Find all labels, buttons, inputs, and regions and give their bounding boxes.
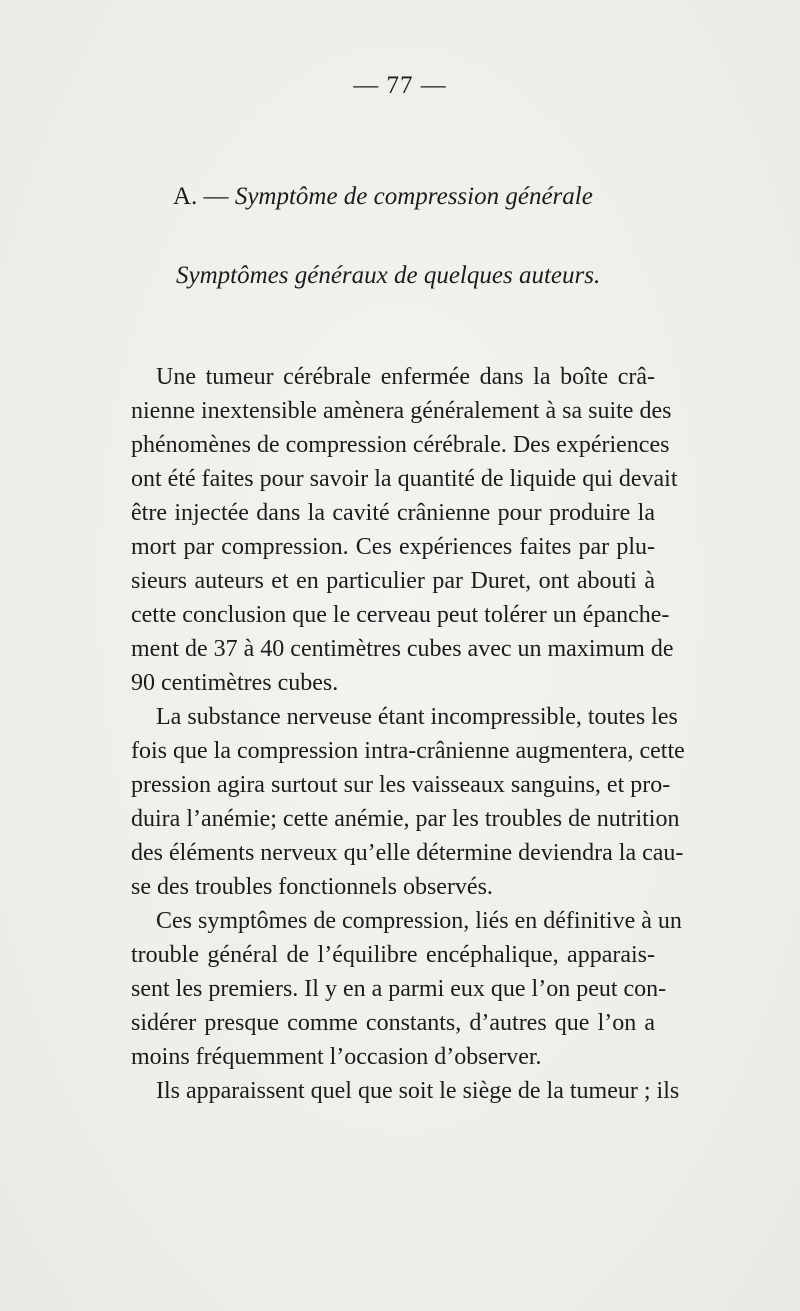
text-line: duira l’anémie; cette anémie, par les troubles de nutrition — [131, 806, 680, 832]
section-title: Symptôme de compression générale — [234, 183, 593, 210]
text-line: ment de 37 à 40 centimètres cubes avec un maximum de — [131, 636, 674, 662]
text-line: Ils apparaissent quel que soit le siège de la tumeur ; ils — [156, 1078, 680, 1104]
text-line: nienne inextensible amènera généralement à sa suite des — [131, 398, 672, 424]
section-prefix: A. — — [173, 183, 235, 210]
text-line: sieurs auteurs et en particulier par Duret, ont abouti à — [131, 568, 655, 594]
subsection-heading: Symptômes généraux de quelques auteurs. — [176, 262, 601, 289]
text-line: se des troubles fonctionnels observés. — [131, 874, 493, 900]
page-number: — 77 — — [353, 72, 447, 99]
text-line: mort par compression. Ces expériences faites par plu- — [131, 534, 655, 560]
text-line: être injectée dans la cavité crânienne pour produire la — [131, 500, 655, 526]
text-line: fois que la compression intra-crânienne augmentera, cette — [131, 738, 685, 764]
text-line: des éléments nerveux qu’elle détermine deviendra la cau- — [131, 840, 684, 866]
text-line: cette conclusion que le cerveau peut tolérer un épanche- — [131, 602, 670, 628]
text-line: La substance nerveuse étant incompressible, toutes les — [156, 704, 678, 730]
text-line: trouble général de l’équilibre encéphalique, apparais- — [131, 942, 655, 968]
text-line: sent les premiers. Il y en a parmi eux que l’on peut con- — [131, 976, 667, 1002]
text-line: phénomènes de compression cérébrale. Des expériences — [131, 432, 670, 458]
text-line: Ces symptômes de compression, liés en définitive à un — [156, 908, 682, 934]
text-line: Une tumeur cérébrale enfermée dans la boîte crâ- — [156, 364, 655, 390]
text-line: sidérer presque comme constants, d’autres que l’on a — [131, 1010, 655, 1036]
text-line: ont été faites pour savoir la quantité de liquide qui devait — [131, 466, 678, 492]
section-heading — [173, 183, 593, 211]
text-line: pression agira surtout sur les vaisseaux sanguins, et pro- — [131, 772, 671, 798]
text-line: moins fréquemment l’occasion d’observer. — [131, 1044, 542, 1070]
text-line: 90 centimètres cubes. — [131, 670, 339, 696]
